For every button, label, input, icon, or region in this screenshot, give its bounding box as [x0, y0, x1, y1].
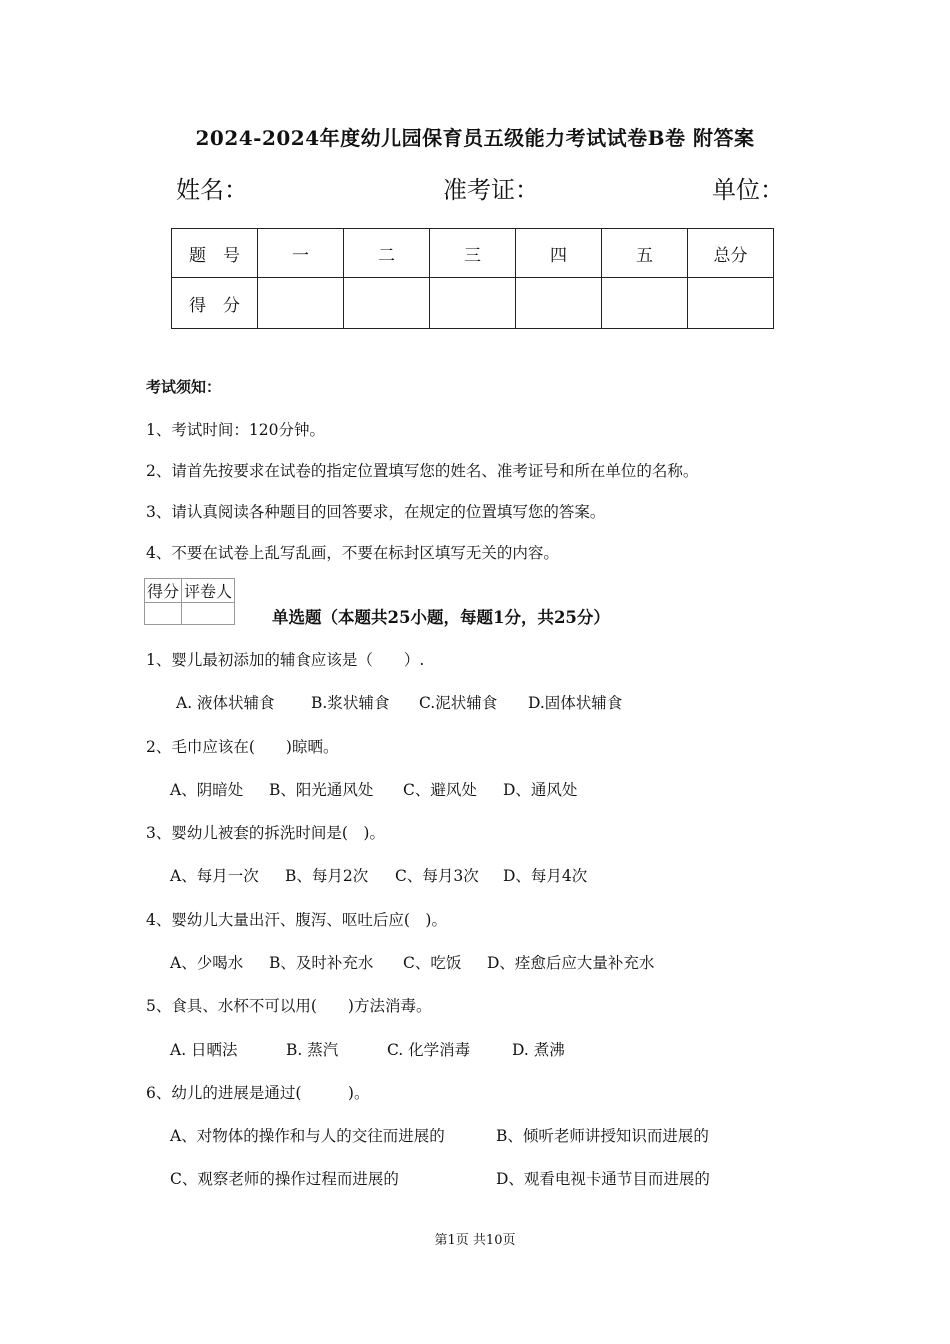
question-option[interactable]: A、阴暗处: [170, 781, 244, 799]
question-stem: 5、食具、水杯不可以用( )方法消毒。: [146, 997, 432, 1015]
notice-item: 3、请认真阅读各种题目的回答要求，在规定的位置填写您的答案。: [146, 503, 606, 521]
score-table-header-cell: 题 号: [172, 229, 258, 278]
question-option[interactable]: B.浆状辅食: [311, 694, 390, 712]
unit-field-label: 单位：: [712, 176, 784, 204]
score-table-header-cell: 总分: [688, 229, 774, 278]
score-cell[interactable]: [430, 278, 516, 329]
question-stem: 3、婴幼儿被套的拆洗时间是( )。: [146, 824, 385, 842]
score-table-header-cell: 二: [344, 229, 430, 278]
grader-score-cell[interactable]: [145, 603, 182, 625]
score-cell[interactable]: [258, 278, 344, 329]
score-table-header-row: [172, 229, 774, 278]
question-option[interactable]: B、阳光通风处: [269, 781, 374, 799]
question-option[interactable]: D、痊愈后应大量补充水: [487, 954, 655, 972]
question-option[interactable]: A、少喝水: [170, 954, 244, 972]
exam-title: 2024-2024年度幼儿园保育员五级能力考试试卷B卷 附答案: [195, 126, 755, 150]
grader-name-cell[interactable]: [182, 603, 235, 625]
question-option[interactable]: D、每月4次: [503, 867, 588, 885]
question-option[interactable]: C、观察老师的操作过程而进展的: [170, 1170, 399, 1188]
question-stem: 1、婴儿最初添加的辅食应该是（ ）.: [146, 651, 425, 669]
grader-name-label: 评卷人: [182, 579, 235, 603]
question-option[interactable]: D.固体状辅食: [528, 694, 623, 712]
question-option[interactable]: C、每月3次: [395, 867, 479, 885]
score-table-header-cell: 三: [430, 229, 516, 278]
score-table-header-cell: 四: [516, 229, 602, 278]
question-option[interactable]: A、每月一次: [170, 867, 259, 885]
notice-heading: 考试须知：: [146, 378, 222, 396]
question-option[interactable]: D、观看电视卡通节目而进展的: [496, 1170, 710, 1188]
score-table: [171, 228, 774, 329]
name-field-label: 姓名：: [176, 176, 248, 204]
score-cell[interactable]: [516, 278, 602, 329]
notice-item: 1、考试时间：120分钟。: [146, 421, 325, 439]
score-cell[interactable]: [602, 278, 688, 329]
question-option[interactable]: A、对物体的操作和与人的交往而进展的: [170, 1127, 445, 1145]
question-option[interactable]: D. 煮沸: [512, 1041, 565, 1059]
page-footer: 第1页 共10页: [434, 1233, 516, 1248]
notice-item: 2、请首先按要求在试卷的指定位置填写您的姓名、准考证号和所在单位的名称。: [146, 462, 699, 480]
section-title: 单选题（本题共25小题，每题1分，共25分）: [272, 608, 610, 627]
question-stem: 4、婴幼儿大量出汗、腹泻、呕吐后应( )。: [146, 911, 447, 929]
question-option[interactable]: B、每月2次: [285, 867, 369, 885]
exam-id-field-label: 准考证：: [443, 176, 539, 204]
notice-item: 4、不要在试卷上乱写乱画，不要在标封区填写无关的内容。: [146, 544, 559, 562]
question-option[interactable]: C、吃饭: [403, 954, 462, 972]
question-option[interactable]: D、通风处: [503, 781, 578, 799]
question-option[interactable]: C、避风处: [403, 781, 477, 799]
question-option[interactable]: B. 蒸汽: [286, 1041, 339, 1059]
question-option[interactable]: A. 液体状辅食: [176, 694, 275, 712]
score-table-header-cell: 五: [602, 229, 688, 278]
question-option[interactable]: C. 化学消毒: [387, 1041, 471, 1059]
grader-box: [144, 578, 235, 625]
score-cell[interactable]: [344, 278, 430, 329]
grader-score-label: 得分: [145, 579, 182, 603]
question-option[interactable]: A. 日晒法: [170, 1041, 238, 1059]
question-option[interactable]: B、及时补充水: [269, 954, 374, 972]
question-option[interactable]: C.泥状辅食: [419, 694, 498, 712]
score-cell[interactable]: [688, 278, 774, 329]
question-option[interactable]: B、倾听老师讲授知识而进展的: [496, 1127, 709, 1145]
question-stem: 2、毛巾应该在( )晾晒。: [146, 738, 339, 756]
question-stem: 6、幼儿的进展是通过( )。: [146, 1084, 370, 1102]
score-table-score-row: [172, 278, 774, 329]
score-row-label: 得 分: [172, 278, 258, 329]
score-table-header-cell: 一: [258, 229, 344, 278]
